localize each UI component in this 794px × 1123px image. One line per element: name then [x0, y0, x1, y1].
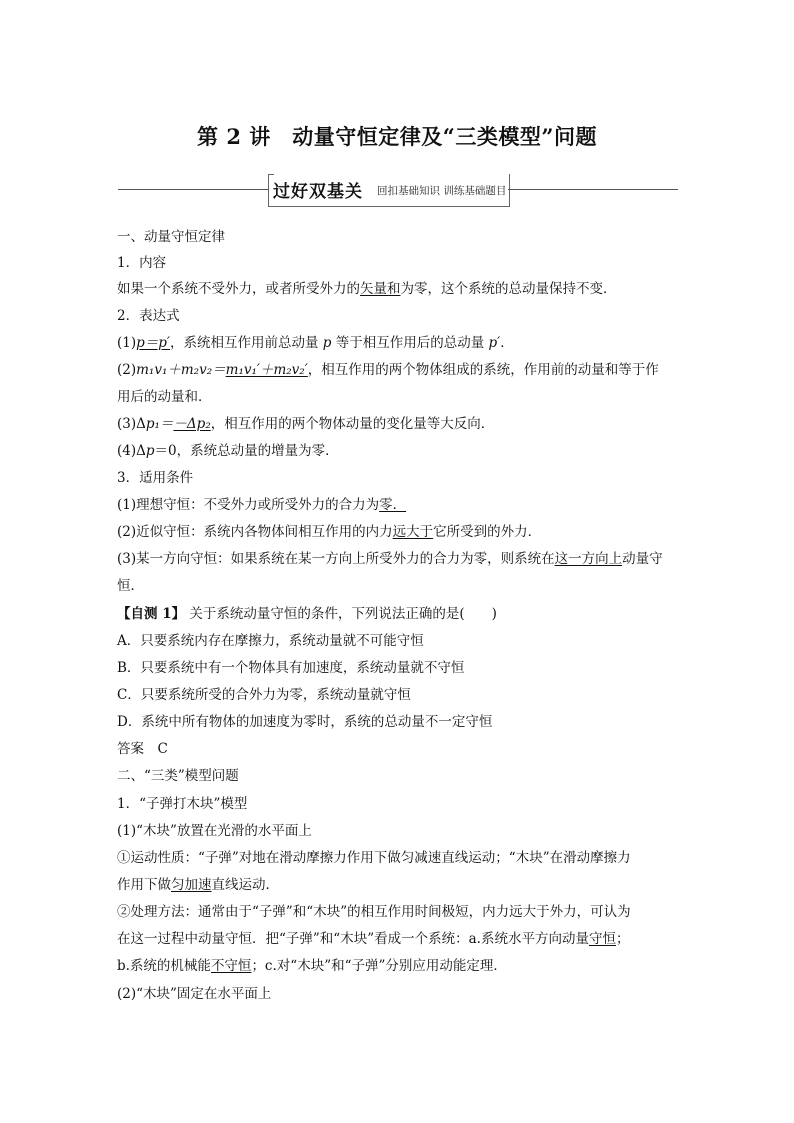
- question-line: [117, 605, 497, 623]
- paragraph-line: 用后的动量和．: [117, 389, 212, 405]
- section-heading: 一、动量守恒定律: [117, 229, 225, 245]
- paragraph-line: 恒．: [117, 578, 144, 594]
- text: ，相互作用的两个物体组成的系统，作用前的动量和等于作: [307, 362, 659, 378]
- symbol: p: [322, 335, 332, 351]
- answer-blank: 远大于: [392, 524, 434, 540]
- subsection-heading: 3．适用条件: [117, 470, 194, 486]
- answer-blank: 这一方向上: [554, 551, 623, 567]
- text: ＝0，系统总动量的增量为零．: [154, 443, 339, 459]
- formula: p₁＝: [145, 416, 174, 432]
- answer-blank: 不守恒: [210, 958, 252, 974]
- text: 为零，这个系统的总动量保持不变．: [400, 281, 617, 297]
- answer-line: 答案 C: [117, 741, 168, 757]
- paragraph-line: [117, 930, 629, 948]
- text: (3)Δ: [117, 416, 146, 432]
- subsection-heading: 1．“子弹打木块”模型: [117, 796, 248, 812]
- option-b: B．只要系统中有一个物体具有加速度，系统动量就不守恒: [117, 660, 465, 676]
- text: 动量守: [622, 551, 663, 567]
- banner-sub-label: 回扣基础知识 训练基础题目: [377, 185, 507, 197]
- formula-blank: m₁v₁′＋m₂v₂′: [225, 362, 308, 378]
- formula-line: [117, 415, 494, 433]
- banner-rule-right: [508, 189, 678, 190]
- paragraph-line: (1)“木块”放置在光滑的水平面上: [117, 823, 312, 839]
- text: ．: [500, 335, 514, 351]
- text: ，系统相互作用前总动量: [169, 335, 323, 351]
- paragraph-line: [117, 496, 406, 514]
- paragraph-line: ①运动性质：“子弹”对地在滑动摩擦力作用下做匀减速直线运动；“木块”在滑动摩擦力: [117, 850, 631, 866]
- section-banner: [118, 174, 678, 208]
- text: (1)理想守恒：不受外力或所受外力的合力为: [117, 497, 380, 513]
- formula-blank: p＝p′: [136, 335, 170, 351]
- option-c: C．只要系统所受的合外力为零，系统动量就守恒: [117, 687, 411, 703]
- formula: m₁v₁＋m₂v₂＝: [136, 362, 226, 378]
- text: 直线运动．: [211, 877, 279, 893]
- text: (3)某一方向守恒：如果系统在某一方向上所受外力的合力为零，则系统在: [117, 551, 555, 567]
- text: (4)Δ: [117, 443, 146, 459]
- text: ；c.对“木块”和“子弹”分别应用动能定理．: [251, 958, 507, 974]
- paragraph-line: [117, 550, 663, 568]
- text: 作用下做: [117, 877, 171, 893]
- text: (2)近似守恒：系统内各物体间相互作用的内力: [117, 524, 393, 540]
- answer-blank: 守恒: [588, 931, 616, 947]
- banner-main-label: 过好双基关: [273, 182, 363, 202]
- subsection-heading: 1．内容: [117, 255, 167, 271]
- text: (1): [117, 335, 137, 351]
- text: 它所受到的外力．: [433, 524, 542, 540]
- paragraph-line: (2)“木块”固定在水平面上: [117, 986, 272, 1002]
- text: 如果一个系统不受外力，或者所受外力的: [117, 281, 360, 297]
- paragraph-line: [117, 523, 541, 541]
- text: 在这一过程中动量守恒．把“子弹”和“木块”看成一个系统：a.系统水平方向动量: [117, 931, 589, 947]
- question-text: 关于系统动量守恒的条件，下列说法正确的是( ): [185, 606, 497, 622]
- symbol: p: [145, 443, 155, 459]
- banner-rule-left: [118, 189, 268, 190]
- formula-line: [117, 334, 514, 352]
- option-a: A．只要系统内存在摩擦力，系统动量就不可能守恒: [117, 633, 424, 649]
- paragraph-line: [117, 957, 507, 975]
- text: 等于相互作用后的总动量: [331, 335, 489, 351]
- symbol: p′: [488, 335, 501, 351]
- section-heading: 二、“三类”模型问题: [117, 768, 239, 784]
- text: b.系统的机械能: [117, 958, 211, 974]
- question-tag: 【自测 1】: [117, 606, 186, 622]
- text: (2): [117, 362, 137, 378]
- page-title: 第 2 讲 动量守恒定律及“三类模型”问题: [197, 124, 597, 149]
- formula-line: [117, 442, 339, 460]
- answer-blank: 零．: [379, 497, 407, 513]
- answer-blank: 匀加速: [171, 877, 212, 893]
- answer-blank: 矢量和: [360, 281, 401, 297]
- paragraph-line: [117, 280, 617, 298]
- text: ；: [615, 931, 630, 947]
- option-d: D．系统中所有物体的加速度为零时，系统的总动量不一定守恒: [117, 714, 493, 730]
- formula-blank: －Δp₂: [173, 416, 211, 432]
- banner-box: [268, 174, 510, 207]
- formula-line: [117, 361, 659, 379]
- paragraph-line: [117, 876, 279, 894]
- paragraph-line: ②处理方法：通常由于“子弹”和“木块”的相互作用时间极短，内力远大于外力，可认为: [117, 904, 631, 920]
- text: ，相互作用的两个物体动量的变化量等大反向．: [210, 416, 495, 432]
- subsection-heading: 2．表达式: [117, 308, 180, 324]
